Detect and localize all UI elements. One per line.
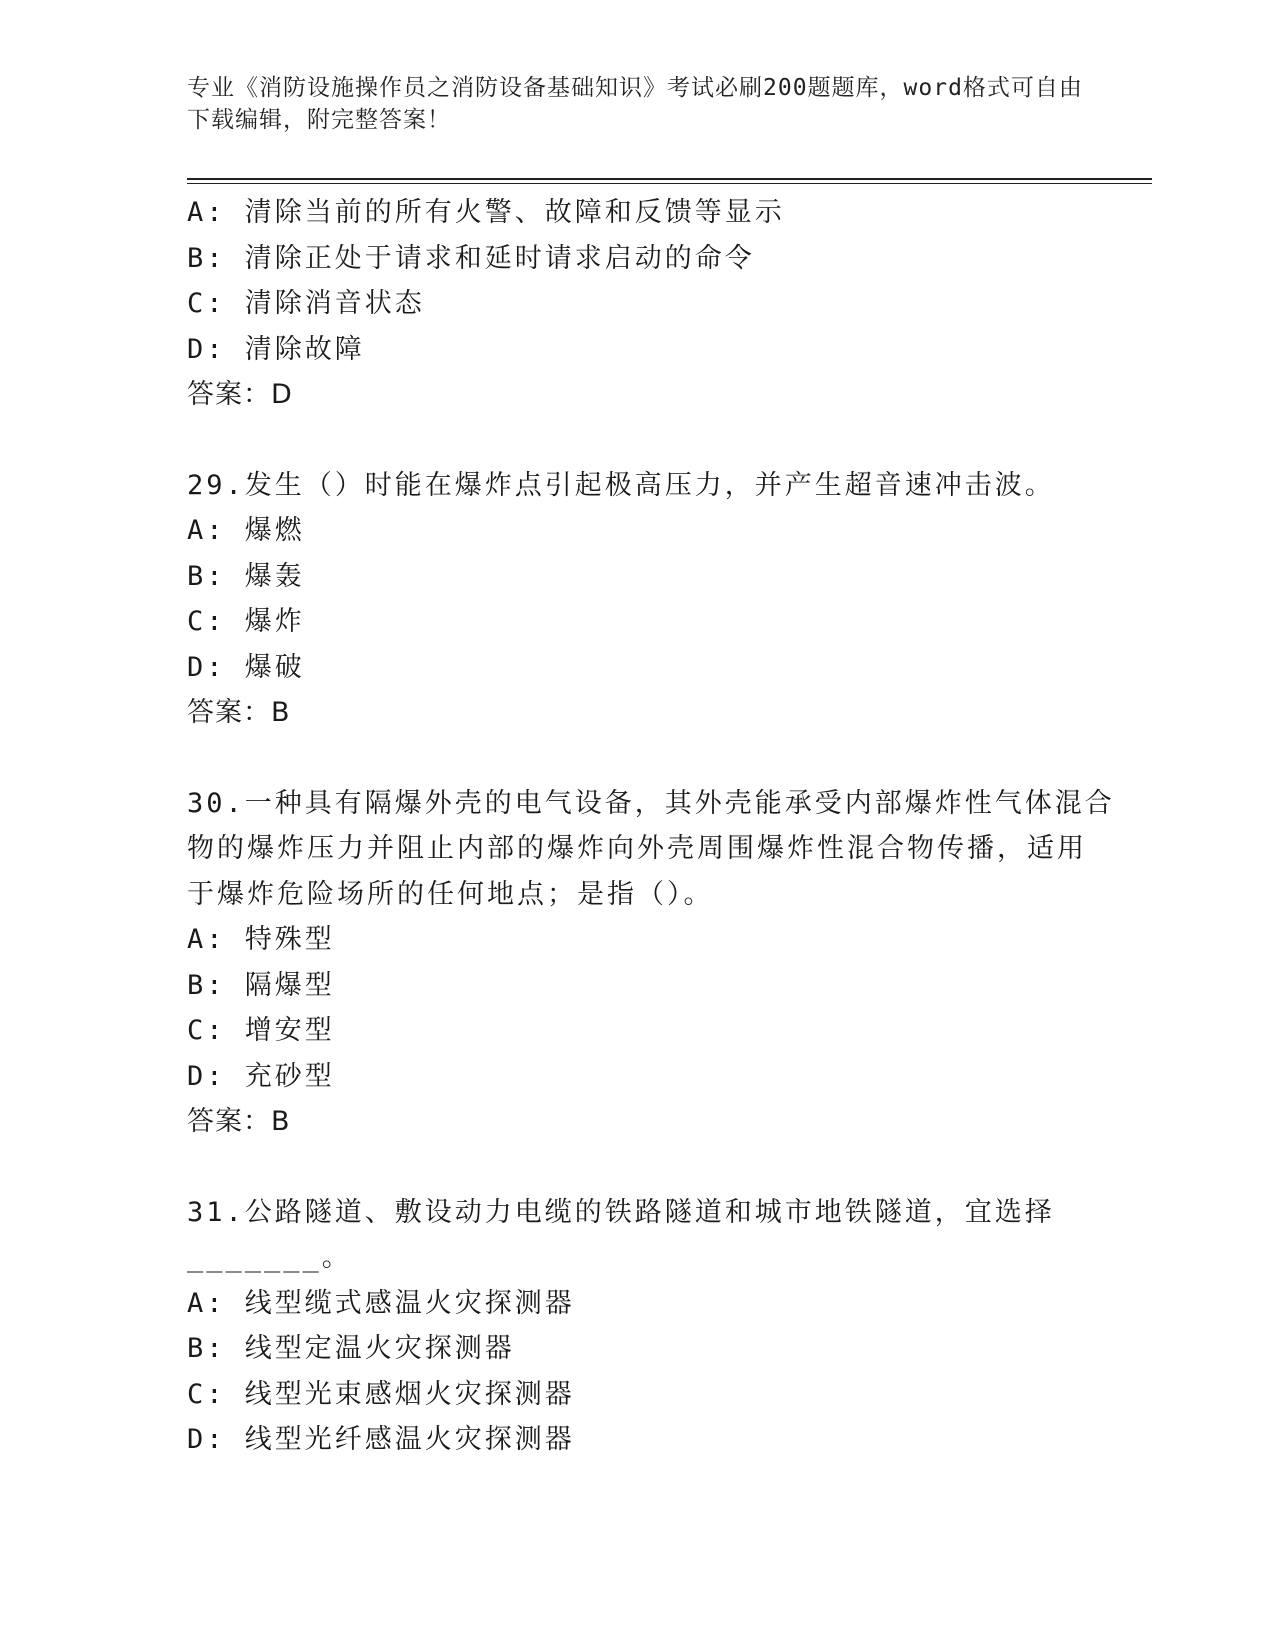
answer: 答案：B [187, 697, 291, 728]
option-b: B: 线型定温火灾探测器 [187, 1333, 515, 1364]
question-stem-line-1: 30.一种具有隔爆外壳的电气设备，其外壳能承受内部爆炸性气体混合 [187, 787, 1115, 819]
option-b: B: 隔爆型 [187, 969, 335, 1001]
spacer [187, 736, 1107, 781]
question-stem-line-3: 于爆炸危险场所的任何地点；是指（）。 [187, 878, 714, 910]
option-a: A: 线型缆式感温火灾探测器 [187, 1287, 575, 1319]
question-28 [187, 190, 1107, 418]
option-c: C: 清除消音状态 [187, 288, 425, 319]
option-c: C: 爆炸 [187, 606, 305, 637]
spacer [187, 418, 1107, 463]
question-content [187, 190, 1115, 1463]
header-rule-thick [187, 178, 1152, 180]
option-b: B: 清除正处于请求和延时请求启动的命令 [187, 242, 755, 274]
option-a: A: 清除当前的所有火警、故障和反馈等显示 [187, 197, 785, 228]
option-d: D: 充砂型 [187, 1060, 335, 1092]
header-rule-thin [187, 183, 1152, 184]
option-c: C: 线型光束感烟火灾探测器 [187, 1378, 575, 1410]
question-29 [187, 463, 1107, 736]
question-30 [187, 781, 1115, 1145]
question-31 [187, 1190, 1107, 1463]
option-c: C: 增安型 [187, 1015, 335, 1046]
question-stem-line-2: _______。 [187, 1242, 352, 1273]
option-d: D: 爆破 [187, 651, 305, 683]
question-stem-line-1: 31.公路隧道、敷设动力电缆的铁路隧道和城市地铁隧道，宜选择 [187, 1196, 1055, 1228]
option-a: A: 爆燃 [187, 515, 305, 546]
option-a: A: 特殊型 [187, 924, 335, 955]
option-d: D: 清除故障 [187, 333, 365, 365]
document-header: 专业《消防设施操作员之消防设备基础知识》考试必刷200题题库，word格式可自由下载编辑，附完整答案！ [187, 75, 1083, 133]
option-b: B: 爆轰 [187, 560, 305, 592]
answer: 答案：B [187, 1106, 291, 1137]
question-stem-line-2: 物的爆炸压力并阻止内部的爆炸向外壳周围爆炸性混合物传播，适用 [187, 833, 1087, 864]
question-stem: 29.发生（）时能在爆炸点引起极高压力，并产生超音速冲击波。 [187, 469, 1055, 501]
spacer [187, 1145, 1107, 1190]
option-d: D: 线型光纤感温火灾探测器 [187, 1424, 575, 1455]
answer: 答案：D [187, 379, 293, 410]
